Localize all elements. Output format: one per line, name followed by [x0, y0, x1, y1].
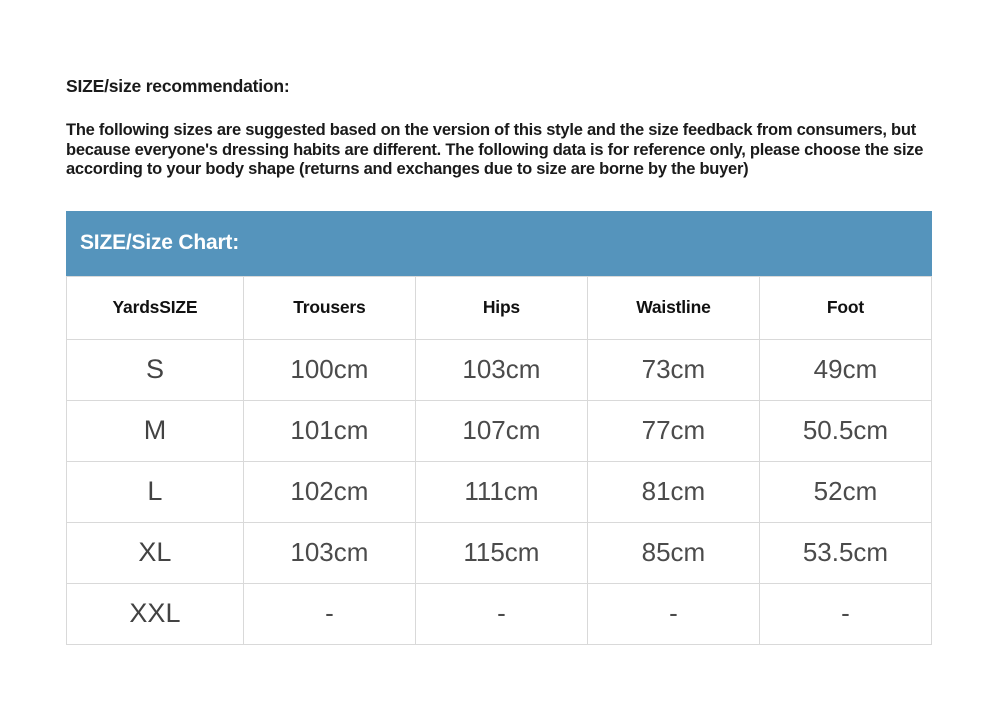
column-header-yardssize: YardsSIZE: [67, 276, 244, 339]
measurement-cell: -: [587, 583, 759, 644]
size-chart-title: SIZE/Size Chart:: [80, 231, 239, 254]
page-title: SIZE/size recommendation:: [66, 76, 290, 96]
measurement-cell: -: [415, 583, 587, 644]
measurement-cell: 52cm: [759, 461, 931, 522]
measurement-cell: 103cm: [243, 522, 415, 583]
size-chart-title-bar: [66, 211, 932, 276]
column-header-hips: Hips: [415, 276, 587, 339]
measurement-cell: 107cm: [415, 400, 587, 461]
column-header-trousers: Trousers: [243, 276, 415, 339]
size-chart-header-row: [67, 276, 932, 339]
column-header-foot: Foot: [759, 276, 931, 339]
measurement-cell: 100cm: [243, 339, 415, 400]
table-row-xl: [67, 522, 932, 583]
table-row-m: [67, 400, 932, 461]
measurement-cell: 77cm: [587, 400, 759, 461]
table-row-s: [67, 339, 932, 400]
measurement-cell: -: [243, 583, 415, 644]
measurement-cell: 50.5cm: [759, 400, 931, 461]
column-header-waistline: Waistline: [587, 276, 759, 339]
measurement-cell: 103cm: [415, 339, 587, 400]
table-row-xxl: [67, 583, 932, 644]
size-label: S: [67, 339, 244, 400]
measurement-cell: 102cm: [243, 461, 415, 522]
measurement-cell: 111cm: [415, 461, 587, 522]
size-label: XXL: [67, 583, 244, 644]
measurement-cell: 101cm: [243, 400, 415, 461]
size-chart-body: [67, 339, 932, 644]
measurement-cell: 73cm: [587, 339, 759, 400]
size-chart-table: [66, 276, 932, 645]
size-chart-section: [66, 211, 932, 645]
size-label: M: [67, 400, 244, 461]
measurement-cell: 85cm: [587, 522, 759, 583]
measurement-cell: 115cm: [415, 522, 587, 583]
measurement-cell: 49cm: [759, 339, 931, 400]
measurement-cell: 53.5cm: [759, 522, 931, 583]
size-label: L: [67, 461, 244, 522]
size-note-paragraph: The following sizes are suggested based on the version of this style and the size feedback from consumers, but because everyone's dressing habits are different. The following data is for reference only, please choose the size according to your body shape (returns and exchanges due to size are borne by the buyer): [66, 121, 924, 178]
measurement-cell: -: [759, 583, 931, 644]
measurement-cell: 81cm: [587, 461, 759, 522]
size-label: XL: [67, 522, 244, 583]
table-row-l: [67, 461, 932, 522]
